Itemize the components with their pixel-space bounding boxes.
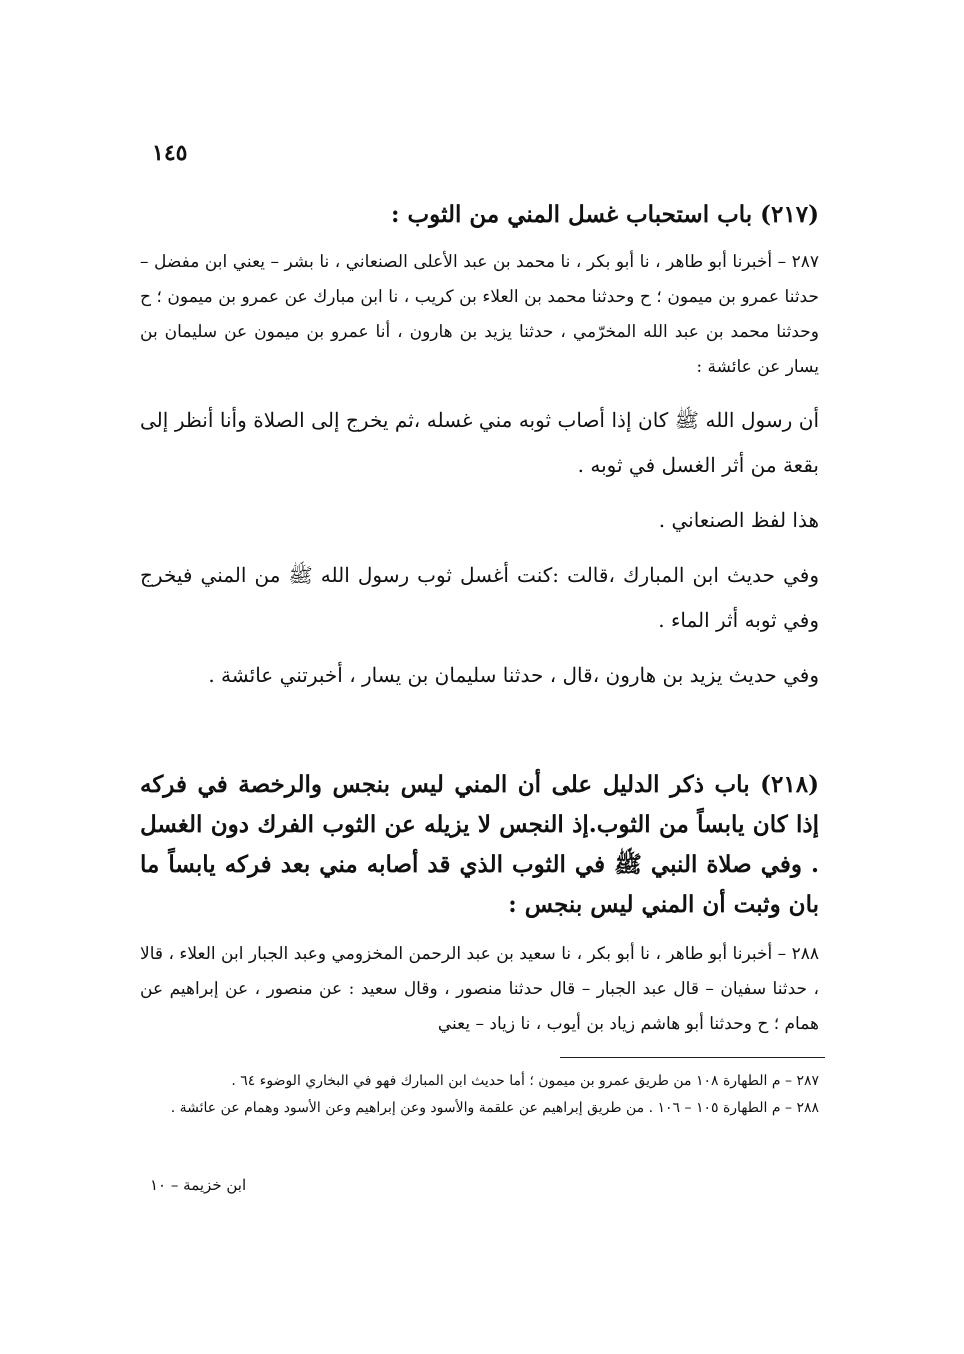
chapter-218-heading — [140, 765, 819, 925]
chapter-217-title: (٢١٧) باب استحباب غسل المني من الثوب : — [391, 201, 819, 228]
hadith-287-isnad — [140, 245, 819, 385]
footnotes — [140, 1068, 819, 1122]
footnote-288: ٢٨٨ – م الطهارة ١٠٥ – ١٠٦ . من طريق إبراهيم عن علقمة والأسود وعن إبراهيم وعن الأسود وهمام عن عائشة . — [170, 1100, 819, 1116]
printer-signature: ابن خزيمة – ١٠ — [150, 1176, 247, 1194]
hadith-287-variant-mubarak: وفي حديث ابن المبارك ،قالت :كنت أغسل ثوب رسول الله ﷺ من المني فيخرج وفي ثوبه أثر الماء . — [140, 563, 819, 632]
hadith-288-isnad — [140, 937, 819, 1042]
chapter-217-heading — [140, 195, 819, 235]
hadith-287-variant-yazid: وفي حديث يزيد بن هارون ،قال ، حدثنا سليمان بن يسار ، أخبرتني عائشة . — [208, 663, 819, 687]
hadith-287-text — [140, 398, 819, 708]
page-number: ١٤٥ — [152, 140, 188, 166]
hadith-288-chain: ٢٨٨ – أخبرنا أبو طاهر ، نا أبو بكر ، نا سعيد بن عبد الرحمن المخزومي وعبد الجبار ابن العلاء ، قالا ، حدثنا سفيان – قال عبد الجبار – قال حدثنا منصور ، وقال سعيد : عن منصور ، عن إبراهيم عن همام ؛ ح وحدثنا أبو هاشم زياد بن أيوب ، نا زياد – يعني — [140, 944, 819, 1034]
chapter-218-title: (٢١٨) باب ذكر الدليل على أن المني ليس بنجس والرخصة في فركه إذا كان يابساً من الثوب.إذ النجس لا يزيله عن الثوب الفرك دون الغسل . وفي صلاة النبي ﷺ في الثوب الذي قد أصابه مني بعد فركه يابساً ما بان وثبت أن المني ليس بنجس : — [140, 771, 819, 918]
footnote-divider — [560, 1057, 825, 1058]
hadith-287-chain: ٢٨٧ – أخبرنا أبو طاهر ، نا أبو بكر ، نا محمد بن عبد الأعلى الصنعاني ، نا بشر – يعني ابن مفضل – حدثنا عمرو بن ميمون ؛ ح وحدثنا محمد بن العلاء بن كريب ، نا ابن مبارك عن عمرو بن ميمون ؛ ح وحدثنا محمد بن عبد الله المخرّمي ، حدثنا يزيد بن هارون ، أنا عمرو بن ميمون عن سليمان بن يسار عن عائشة : — [140, 252, 819, 377]
hadith-287-matn: أن رسول الله ﷺ كان إذا أصاب ثوبه مني غسله ،ثم يخرج إلى الصلاة وأنا أنظر إلى بقعة من أثر الغسل في ثوبه . — [140, 408, 819, 477]
footnote-287: ٢٨٧ – م الطهارة ١٠٨ من طريق عمرو بن ميمون ؛ أما حديث ابن المبارك فهو في البخاري الوضوء ٦٤ . — [231, 1073, 819, 1089]
hadith-287-note: هذا لفظ الصنعاني . — [658, 508, 819, 532]
